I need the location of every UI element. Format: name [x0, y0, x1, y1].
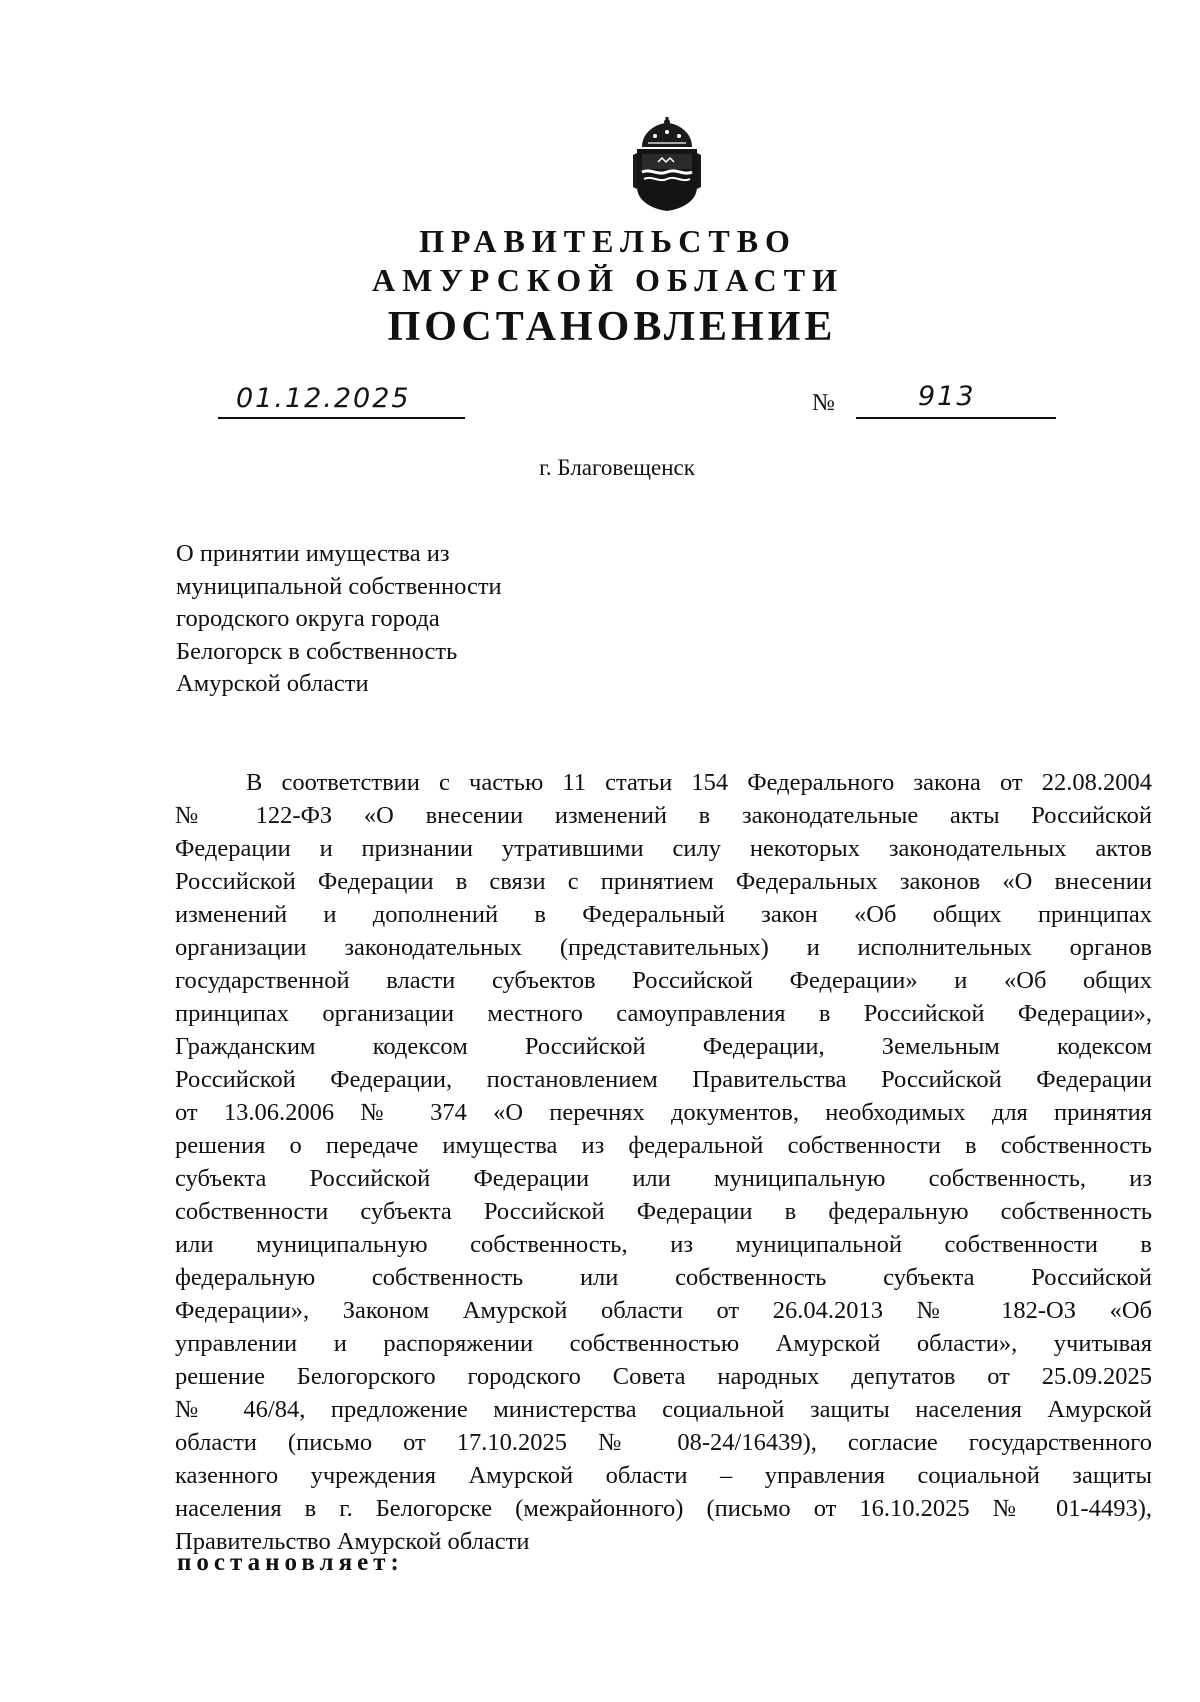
preamble-line: федеральную собственность или собственность субъекта Российской — [175, 1264, 1152, 1291]
preamble-line: решения о передаче имущества из федеральной собственности в собственность — [175, 1132, 1152, 1159]
preamble-line: Гражданским кодексом Российской Федерации, Земельным кодексом — [175, 1033, 1152, 1060]
preamble-line: населения в г. Белогорске (межрайонного) (письмо от 16.10.2025 № 01-4493), — [175, 1495, 1152, 1522]
preamble-line: Российской Федерации в связи с принятием Федеральных законов «О внесении — [175, 868, 1152, 895]
coat-of-arms-icon — [628, 117, 706, 212]
document-type-heading: ПОСТАНОВЛЕНИЕ — [387, 304, 837, 350]
preamble-line: решение Белогорского городского Совета народных депутатов от 25.09.2025 — [175, 1363, 1152, 1390]
date-field — [218, 383, 465, 419]
preamble-paragraph — [175, 766, 1152, 1558]
preamble-line: В соответствии с частью 11 статьи 154 Федерального закона от 22.08.2004 — [246, 769, 1152, 796]
preamble-line: управлении и распоряжении собственностью Амурской области», учитывая — [175, 1330, 1152, 1357]
subject-line: О принятии имущества из — [176, 540, 450, 567]
region-heading: АМУРСКОЙ ОБЛАСТИ — [372, 262, 844, 298]
preamble-line: № 46/84, предложение министерства социальной защиты населения Амурской — [175, 1396, 1152, 1423]
preamble-line: собственности субъекта Российской Федерации в федеральную собственность — [175, 1198, 1152, 1225]
preamble-line: № 122-ФЗ «О внесении изменений в законодательные акты Российской — [175, 802, 1152, 829]
number-label: № — [812, 390, 835, 416]
preamble-line: области (письмо от 17.10.2025 № 08-24/16439), согласие государственного — [175, 1429, 1152, 1456]
preamble-line: Федерации и признании утратившими силу некоторых законодательных актов — [175, 835, 1152, 862]
preamble-line: казенного учреждения Амурской области – управления социальной защиты — [175, 1462, 1152, 1489]
preamble-line: или муниципальную собственность, из муниципальной собственности в — [175, 1231, 1152, 1258]
preamble-line: государственной власти субъектов Российской Федерации» и «Об общих — [175, 967, 1152, 994]
preamble-line: Российской Федерации, постановлением Правительства Российской Федерации — [175, 1066, 1152, 1093]
preamble-line: Правительство Амурской области — [175, 1528, 530, 1555]
date-value: 01.12.2025 — [236, 383, 411, 414]
subject-line: муниципальной собственности — [176, 572, 502, 600]
subject-line: Амурской области — [176, 670, 369, 697]
number-value: 913 — [918, 381, 976, 412]
resolves-word: постановляет: — [177, 1549, 404, 1576]
city-line: г. Благовещенск — [539, 455, 695, 480]
government-heading: ПРАВИТЕЛЬСТВО — [419, 223, 797, 259]
subject-line: Белогорск в собственность — [176, 637, 458, 665]
preamble-line: от 13.06.2006 № 374 «О перечнях документов, необходимых для принятия — [175, 1099, 1152, 1126]
preamble-line: Федерации», Законом Амурской области от 26.04.2013 № 182-ОЗ «Об — [175, 1297, 1152, 1324]
preamble-line: изменений и дополнений в Федеральный закон «Об общих принципах — [175, 901, 1152, 928]
preamble-line: субъекта Российской Федерации или муниципальную собственность, из — [175, 1165, 1152, 1192]
preamble-line: принципах организации местного самоуправления в Российской Федерации», — [175, 1000, 1152, 1027]
number-field — [856, 381, 1056, 419]
subject-line: городского округа города — [176, 605, 440, 632]
subject-block — [176, 538, 596, 701]
preamble-line: организации законодательных (представительных) и исполнительных органов — [175, 934, 1152, 961]
